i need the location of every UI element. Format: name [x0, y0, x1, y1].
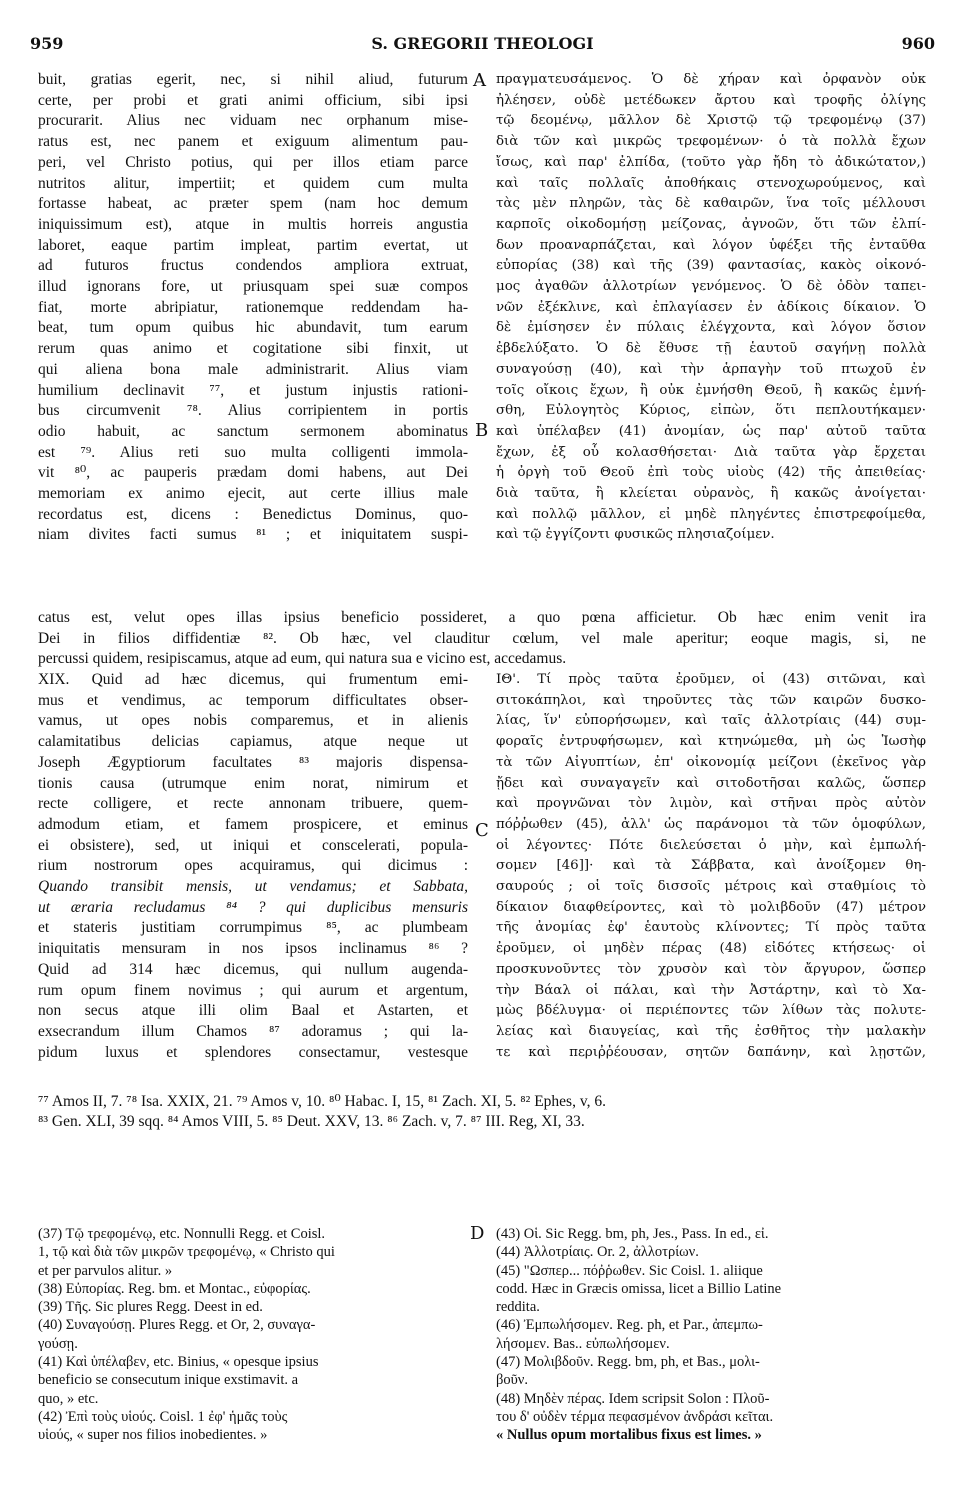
latin-top-line: bus circumvenit ⁷⁸. Alius corripientem in portis — [38, 402, 468, 420]
greek-bottom-line: τῆς ἀνομίας ἐφ' ἑαυτοὺς κλίνοντες; Τί πρὸς ταῦτα — [496, 920, 926, 936]
greek-bottom-line: σιτοκάπηλοι, καὶ τηροῦντες τὰς τῶν καιρῶν δυσκο- — [496, 692, 926, 708]
latin-bottom-line: tionis causa (utrumque enim norat, nimirum et — [38, 774, 468, 792]
greek-top-line: διὰ τῶν καὶ μικρῶς τρεφομένων· ὁ τὰ πολλὰ ἔχων — [496, 134, 926, 150]
notes-right-line: (45) "Ωσπερ... πόῤῥωθεν. Sic Coisl. 1. aliique — [496, 1262, 763, 1279]
notes-right-line: reddita. — [496, 1299, 540, 1316]
latin-top-line: procurarit. Alius nec viduam nec orphanum mise- — [38, 112, 468, 130]
latin-bottom-line: ut æraria recludamus ⁸⁴ ? qui duplicibus mensuris — [38, 898, 468, 916]
latin-bottom-line: et stateris justitiam corrumpimus ⁸⁵, ac plumbeam — [38, 919, 468, 937]
latin-bottom-line: recte colligere, et recte annonam tribuere, quem- — [38, 795, 468, 813]
notes-right-line: codd. Hæc in Græcis omissa, licet a Billio Latine — [496, 1280, 782, 1297]
left-page-number: 959 — [30, 34, 64, 53]
latin-bottom-line: admodum etiam, et famem prospicere, et eminus — [38, 815, 468, 833]
greek-top-line: πραγματευσάμενος. Ὁ δὲ χήραν καὶ ὀρφανὸν οὐκ — [496, 72, 926, 87]
latin-top-line: memoriam ex animo ejecit, aut certe illius male — [38, 485, 468, 503]
notes-left-line: (41) Καὶ ὑπέλαβεν, etc. Binius, « opesque ipsius — [38, 1354, 319, 1371]
greek-top-line: νῶν ἐξέκλινε, καὶ ἐπλαγίασεν ἐν ἀδίκοις δίκαιον. Ὁ — [496, 299, 926, 315]
greek-top-line: τὰς μὲν πληρῶν, τὰς δὲ καθαιρῶν, ἵνα τοῖς μέλλουσι — [496, 196, 926, 212]
greek-bottom-line: σαυρούς ; οἱ τοῖς δισσοῖς μέτροις καὶ σταθμίοις τὸ — [496, 879, 926, 895]
greek-bottom-line: λίας, ἵν' εὐπορήσωμεν, καὶ ταῖς ἀλλοτρίαις (44) συμ- — [496, 713, 926, 729]
notes-right-line: βοῦν. — [496, 1372, 528, 1389]
latin-bottom-line: Quando transibit mensis, ut vendamus; et Sabbata, — [38, 878, 468, 896]
greek-bottom-line: τὰ τῶν Αἰγυπτίων, ἐπ' οἰκονομίᾳ μείζονι (ἐκεῖνος γὰρ — [496, 754, 926, 770]
notes-left-line: (40) Συναγούσῃ. Plures Regg. et Or, 2, συναγα- — [38, 1317, 316, 1334]
greek-column-bottom — [496, 670, 926, 1063]
latin-top-line: qui aliena bona male administrarit. Alius viam — [38, 360, 468, 378]
latin-bottom-line: iniquitatis mensuram in nos ipsos inclinamus ⁸⁶ ? — [38, 940, 468, 958]
greek-bottom-line: καὶ προγνῶναι τὸν λιμὸν, καὶ στῆναι πρὸς αὐτὸν — [496, 796, 926, 812]
notes-right-line: (43) Οἱ. Sic Regg. bm, ph, Jes., Pass. In ed., εἰ. — [496, 1226, 769, 1242]
greek-bottom-line: οἱ λέγοντες· Πότε διελεύσεται ὁ μὴν, καὶ ἐμπωλή- — [496, 837, 926, 853]
running-title: S. GREGORII THEOLOGI — [371, 34, 594, 53]
latin-full-line: percussi quidem, resipiscamus, atque ad eum, qui natura sua e vicino est, accedamus. — [38, 650, 567, 668]
latin-bottom-line: exsecrandum illum Chamos ⁸⁷ adoramus ; qui la- — [38, 1022, 468, 1040]
notes-right-line: (44) Ἀλλοτρίαις. Or. 2, ἀλλοτρίων. — [496, 1244, 699, 1261]
greek-top-line: μος ἀγαθῶν ἀλλοτρίων γενόμενος. Ὁ δὲ ὁδὸν ταπει- — [496, 279, 926, 295]
latin-top-line: humilium declinavit ⁷⁷, et justum injustis rationi- — [38, 381, 468, 399]
critical-notes-right — [496, 1225, 926, 1445]
latin-top-line: fiat, morte abripiatur, rationemque reddendam ha- — [38, 298, 468, 316]
latin-bottom-line: rium nostrorum opes acquiramus, qui dicimus : — [38, 857, 468, 875]
latin-top-line: laboret, eaque partim impleat, partim evertat, ut — [38, 236, 468, 254]
greek-top-line: δὲ ἐμίσησεν ἐν πύλαις ἐλέγχοντα, καὶ λόγον ὅσιον — [496, 320, 926, 336]
latin-top-line: illud ignorans fore, ut priusquam spei suæ compos — [38, 278, 468, 296]
notes-left-line: quo, » etc. — [38, 1390, 99, 1407]
notes-left-line: (38) Εὐπορίας. Reg. bm. et Montac., εὐφορίας. — [38, 1280, 311, 1297]
notes-left-line: 1, τῷ καὶ διὰ τῶν μικρῶν τρεφομένῳ, « Christo qui — [38, 1244, 335, 1261]
greek-bottom-line: προσκυνοῦντες τὸν χρυσὸν καὶ τὸν ἄργυρον, ὥσπερ — [496, 961, 926, 977]
latin-bottom-line: Quid ad 314 hæc dicemus, qui nullum augenda- — [38, 960, 468, 978]
notes-right-line: του δ' οὐδὲν τέρμα πεφασμένον ἀνδράσι κεῖται. — [496, 1408, 774, 1425]
latin-top-line: buit, gratias egerit, nec, si nihil aliud, futurum — [38, 71, 468, 88]
notes-left-line: υἱούς, « super nos filios inobedientes. » — [38, 1427, 268, 1444]
margin-marker-a: A — [473, 70, 486, 91]
greek-bottom-line: φοραῖς ἐντρυφήσωμεν, καὶ κτηνώμεθα, μὴ ὡς Ἰωσὴφ — [496, 734, 926, 750]
greek-top-line: εὐπορίας (38) καὶ τῆς (39) φαντασίας, κακὸς οἰκονό- — [496, 258, 926, 274]
greek-bottom-line: τὴν Βάαλ οἱ πάλαι, καὶ τὴν Ἀστάρτην, καὶ τὸ Χα- — [496, 982, 926, 998]
latin-bottom-line: pidum luxus et splendores consectamur, vestesque — [38, 1043, 468, 1061]
refs-line: ⁷⁷ Amos II, 7. ⁷⁸ Isa. XXIX, 21. ⁷⁹ Amos v, 10. ⁸⁰ Habac. I, 15, ⁸¹ Zach. XI, 5. ⁸² Ephes, v, 6. — [38, 1093, 606, 1110]
notes-left-line: et per parvulos alitur. » — [38, 1262, 173, 1279]
greek-bottom-line: ἐροῦμεν, οἱ μηδὲν πέρας (48) εἰδότες κτήσεως· οἱ — [496, 941, 926, 957]
latin-top-line: vit ⁸⁰, ac pauperis prædam domi habens, aut Dei — [38, 464, 468, 482]
latin-column-top — [38, 70, 468, 546]
latin-column-bottom — [38, 670, 468, 1063]
latin-top-line: iniquissimum est), atque in multis horreis angustia — [38, 215, 468, 233]
greek-column-top — [496, 70, 926, 546]
greek-bottom-line: τε καὶ περιῤῥέουσαν, σητῶν δαπάνην, καὶ λῃστῶν, — [496, 1044, 926, 1060]
latin-bottom-line: Joseph Ægyptiorum facultates ⁸³ majoris dispensa- — [38, 753, 468, 771]
latin-top-line: nutritos alitur, impertiit; et quidem cum multa — [38, 174, 468, 192]
latin-bottom-line: rum opum finem novimus ; qui aurum et argentum, — [38, 981, 468, 999]
greek-top-line: σθη, Εὐλογητὸς Κύριος, εἰπὼν, ὅτι πεπλουτήκαμεν· — [496, 403, 926, 419]
margin-marker-b: B — [475, 420, 489, 441]
notes-right-line: « Nullus opum mortalibus fixus est limes. » — [496, 1427, 762, 1444]
greek-bottom-line: ΙΘ'. Τί πρὸς ταῦτα ἐροῦμεν, οἱ (43) σιτῶναι, καὶ — [496, 672, 926, 687]
greek-top-line: ἡ ὀργὴ τοῦ Θεοῦ ἐπὶ τοὺς υἱοὺς (42) τῆς ἀπειθείας· — [496, 465, 926, 481]
greek-bottom-line: μὼς βδέλυγμα· οἱ περιέποντες τῶν λίθων τὰς πολυτε- — [496, 1003, 926, 1019]
greek-top-line: ἠλέησεν, οὐδὲ μετέδωκεν ἄρτου καὶ τροφῆς ὀλίγης — [496, 92, 926, 108]
latin-top-line: niam divites facti sumus ⁸¹ ; et iniquitatem suspi- — [38, 526, 468, 544]
latin-bottom-line: XIX. Quid ad hæc dicemus, qui frumentum emi- — [38, 671, 468, 688]
latin-bottom-line: vamus, ut opes nobis comparemus, et in alienis — [38, 712, 468, 730]
greek-top-line: ἐβδελύξατο. Ὁ δὲ ἔθυσε τῇ ἑαυτοῦ σαγήνῃ πολλὰ — [496, 341, 926, 357]
greek-top-line: ἔχων, ἐξ οὗ κολασθήσεται· Διὰ ταῦτα γὰρ ἔρχεται — [496, 444, 926, 460]
latin-top-line: peri, vel Christo potius, qui per illos etiam parce — [38, 153, 468, 171]
notes-left-line: (42) Ἐπὶ τοὺς υἱούς. Coisl. 1 ἐφ' ἡμᾶς τοὺς — [38, 1408, 288, 1425]
notes-left-line: beneficio se consecutum inique exstimavit. a — [38, 1372, 299, 1389]
latin-bottom-line: ei obsistere), sed, ut iniqui et conscelerati, popula- — [38, 836, 468, 854]
greek-top-line: καὶ ὑπέλαβεν (41) ἀνομίαν, ὡς παρ' αὐτοῦ ταῦτα — [496, 423, 926, 439]
greek-top-line: καὶ ταῖς πολλαῖς ἀποθήκαις στενοχωρούμενος, καὶ — [496, 175, 926, 191]
latin-full-line: catus est, velut opes illas ipsius beneficio possideret, a quo pœna afficietur. Ob hæc enim venit ira — [38, 609, 926, 626]
latin-top-line: ad futuros fructus condendos ampliora extruat, — [38, 257, 468, 275]
greek-top-line: καὶ τῷ ἐγγίζοντι φυσικῶς πλησιαζοίμεν. — [496, 527, 775, 543]
greek-top-line: καὶ πολλῷ μᾶλλον, εἰ μηδὲ πληγέντες ἐπιστρεφοίμεθα, — [496, 506, 926, 522]
latin-full-line: Dei in filios diffidentiæ ⁸². Ob hæc, vel clauditur cœlum, vel male aperitur; eoque magis, si, ne — [38, 629, 926, 647]
greek-bottom-line: πόῤῥωθεν (45), ἀλλ' ὡς παράνομοι τὰ τῶν ὁμοφύλων, — [496, 816, 926, 832]
latin-top-line: certe, per probi et grati animi officium, sibi ipsi — [38, 91, 468, 109]
right-page-number: 960 — [901, 34, 935, 53]
latin-top-line: rerum quas animo et cogitatione sibi finxit, ut — [38, 340, 468, 358]
greek-bottom-line: λείας καὶ διαυγείας, καὶ τῆς ἐσθῆτος τὴν μαλακὴν — [496, 1023, 926, 1039]
notes-right-line: λήσομεν. Bas.. εὐπωλήσομεν. — [496, 1335, 670, 1352]
greek-top-line: δων προαναρπάζεται, καὶ λόγον ὑφέξει τῆς ἐνταῦθα — [496, 237, 926, 253]
notes-left-line: γούσῃ. — [38, 1335, 78, 1352]
critical-notes-left — [38, 1225, 468, 1445]
greek-top-line: τοῖς οἴκοις ἔχων, ἢ οὐκ ἐμνήσθη Θεοῦ, ἢ κακῶς ἐμνή- — [496, 382, 926, 398]
greek-top-line: καρποῖς οἰκοδομήσῃ μείζονας, ἀγνοῶν, ὅτι τῶν ἐλπί- — [496, 216, 926, 232]
margin-marker-d: D — [470, 1223, 485, 1244]
greek-top-line: ἴσως, καὶ παρ' ἐλπίδα, (τοῦτο γὰρ ἤδη τὸ ἀδικώτατον,) — [496, 154, 926, 170]
notes-right-line: (46) Ἐμπωλήσομεν. Reg. ph, et Par., ἀπεμπω- — [496, 1317, 763, 1334]
notes-right-line: (48) Μηδὲν πέρας. Idem scripsit Solon : Πλοῦ- — [496, 1390, 770, 1407]
notes-right-line: (47) Μολιβδοῦν. Regg. bm, ph, et Bas., μολι- — [496, 1354, 760, 1371]
notes-left-line: (39) Τῆς. Sic plures Regg. Deest in ed. — [38, 1299, 263, 1316]
greek-bottom-line: δίκαιον διαφθείροντες, καὶ τὸ μολιβδοῦν (47) μέτρον — [496, 899, 926, 915]
latin-bottom-line: non secus atque illi olim Baal et Astarten, et — [38, 1002, 468, 1020]
latin-full-width-passage — [38, 608, 926, 670]
scripture-references — [38, 1092, 926, 1132]
running-header — [30, 34, 935, 62]
latin-top-line: ratus est, nec panem et exiguum alimentum pau- — [38, 133, 468, 151]
latin-top-line: recordatus est, dicens : Benedictus Dominus, quo- — [38, 505, 468, 523]
latin-bottom-line: mus et vendimus, ac temporum difficultates obser- — [38, 691, 468, 709]
greek-top-line: διὰ ταῦτα, ἢ κλείεται οὐρανὸς, ἢ κακῶς ἀνοίγεται· — [496, 486, 926, 502]
margin-marker-c: C — [475, 820, 489, 841]
greek-top-line: τῷ δεομένῳ, μᾶλλον δὲ Χριστῷ τῷ τρεφομένῳ (37) — [496, 113, 926, 129]
refs-line: ⁸³ Gen. XLI, 39 sqq. ⁸⁴ Amos VIII, 5. ⁸⁵ Deut. XXV, 13. ⁸⁶ Zach. v, 7. ⁸⁷ III. Reg, XI, 33. — [38, 1113, 585, 1130]
latin-top-line: fortasse habeat, ac præter spem (nam hoc demum — [38, 195, 468, 213]
latin-top-line: odio habuit, ac sanctum sermonem abominatus — [38, 422, 468, 440]
greek-bottom-line: σομεν [46]]· καὶ τὰ Σάββατα, καὶ ἀνοίξομεν θη- — [496, 858, 926, 874]
latin-top-line: est ⁷⁹. Alius reti suo multa colligenti immola- — [38, 443, 468, 461]
greek-bottom-line: ᾔδει καὶ συναγαγεῖν καὶ σιτοδοτῆσαι καλῶς, ὥσπερ — [496, 775, 926, 791]
notes-left-line: (37) Τῷ τρεφομένῳ, etc. Nonnulli Regg. et Coisl. — [38, 1226, 326, 1242]
latin-top-line: beat, tum opum quibus hic abundavit, tum earum — [38, 319, 468, 337]
latin-bottom-line: calamitatibus delicias capiamus, atque neque ut — [38, 733, 468, 751]
greek-top-line: συναγούσῃ (40), καὶ τὴν ἁρπαγὴν τοῦ πτωχοῦ ἐν — [496, 361, 926, 377]
